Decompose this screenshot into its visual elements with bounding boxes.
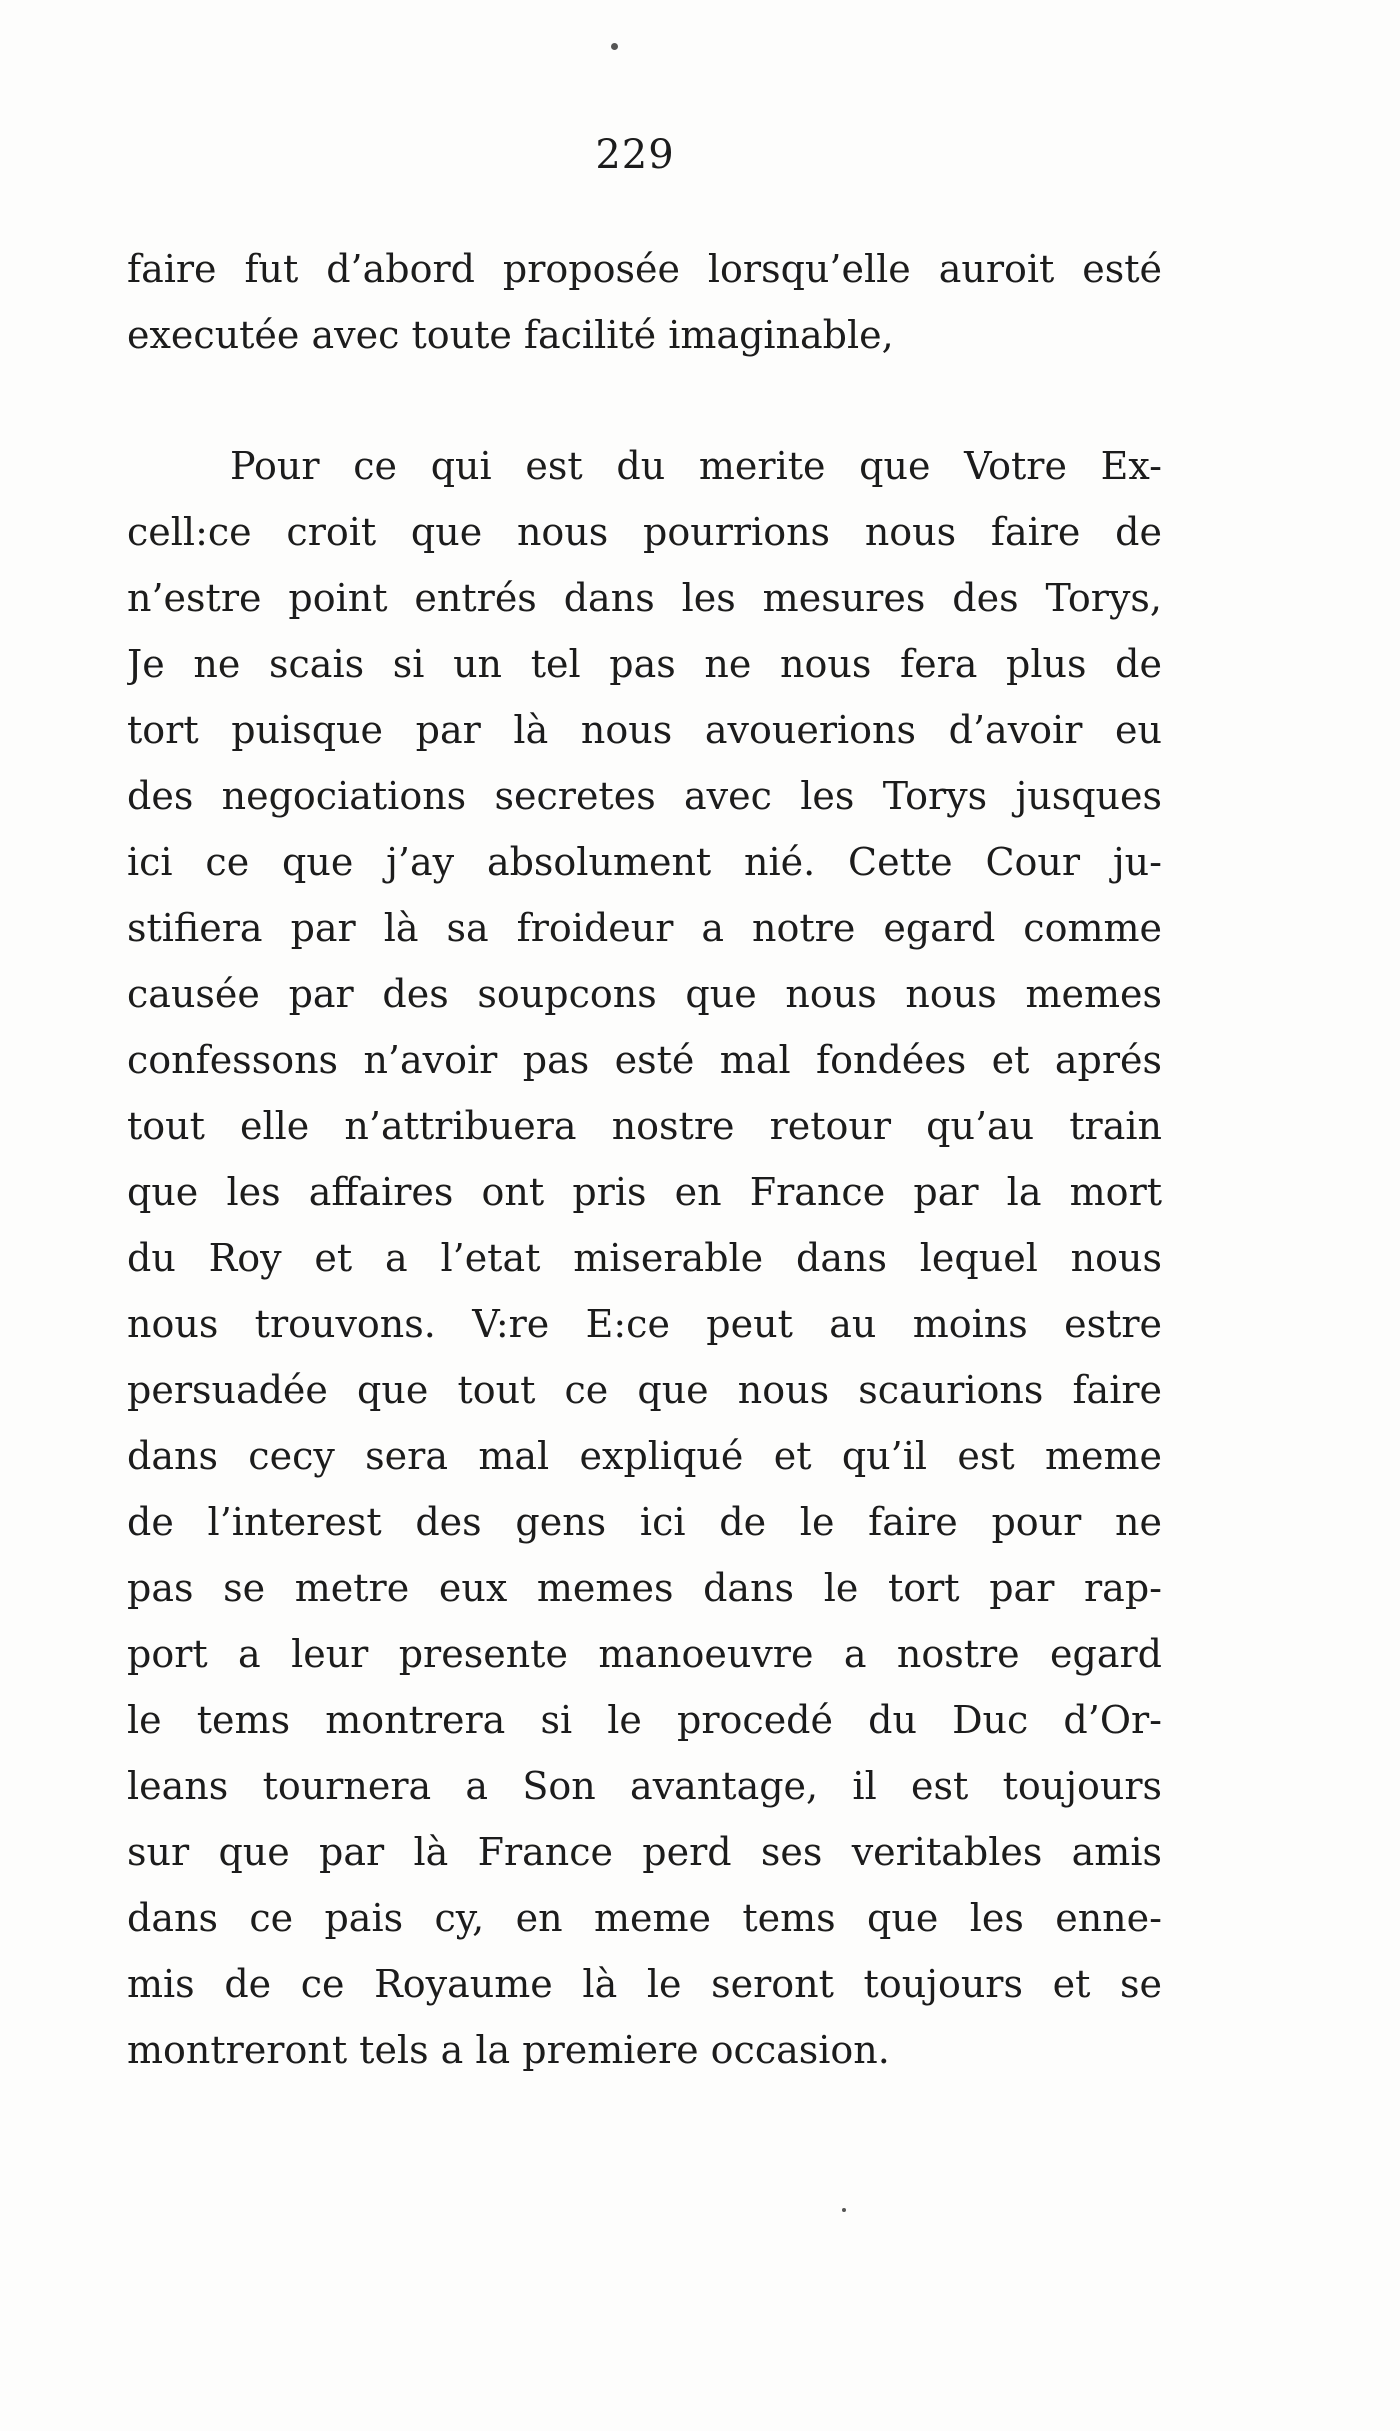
text-line: cell:ce croit que nous pourrions nous faire de (127, 510, 1162, 554)
text-line: causée par des soupcons que nous nous memes (127, 972, 1162, 1016)
ink-speck (842, 2208, 846, 2212)
text-line: pas se metre eux memes dans le tort par rap- (127, 1566, 1162, 1610)
text-line: le tems montrera si le procedé du Duc d’Or- (127, 1698, 1162, 1742)
text-line: mis de ce Royaume là le seront toujours et se (127, 1962, 1162, 2006)
text-line: tout elle n’attribuera nostre retour qu’au train (127, 1104, 1162, 1148)
text-line: sur que par là France perd ses veritables amis (127, 1830, 1162, 1874)
text-line: montreront tels a la premiere occasion. (127, 2028, 890, 2072)
text-line: ici ce que j’ay absolument nié. Cette Cour ju- (127, 840, 1162, 884)
text-line: confessons n’avoir pas esté mal fondées et aprés (127, 1038, 1162, 1082)
text-line: Je ne scais si un tel pas ne nous fera plus de (127, 642, 1162, 686)
ink-speck (611, 43, 618, 50)
text-line: des negociations secretes avec les Torys jusques (127, 774, 1162, 818)
page-number: 229 (595, 132, 675, 178)
text-line: dans ce pais cy, en meme tems que les enne- (127, 1896, 1162, 1940)
text-line: executée avec toute facilité imaginable, (127, 313, 894, 357)
text-line: du Roy et a l’etat miserable dans lequel nous (127, 1236, 1162, 1280)
text-line: tort puisque par là nous avouerions d’avoir eu (127, 708, 1162, 752)
paragraph-first-line: Pour ce qui est du merite que Votre Ex- (230, 444, 1162, 488)
text-line: nous trouvons. V:re E:ce peut au moins estre (127, 1302, 1162, 1346)
text-line: persuadée que tout ce que nous scaurions faire (127, 1368, 1162, 1412)
text-line: dans cecy sera mal expliqué et qu’il est meme (127, 1434, 1162, 1478)
text-line: n’estre point entrés dans les mesures des Torys, (127, 576, 1162, 620)
text-line: stifiera par là sa froideur a notre egard comme (127, 906, 1162, 950)
text-line: de l’interest des gens ici de le faire pour ne (127, 1500, 1162, 1544)
text-line: que les affaires ont pris en France par la mort (127, 1170, 1162, 1214)
text-line: faire fut d’abord proposée lorsqu’elle auroit esté (127, 247, 1162, 291)
text-line: leans tournera a Son avantage, il est toujours (127, 1764, 1162, 1808)
text-line: port a leur presente manoeuvre a nostre egard (127, 1632, 1162, 1676)
